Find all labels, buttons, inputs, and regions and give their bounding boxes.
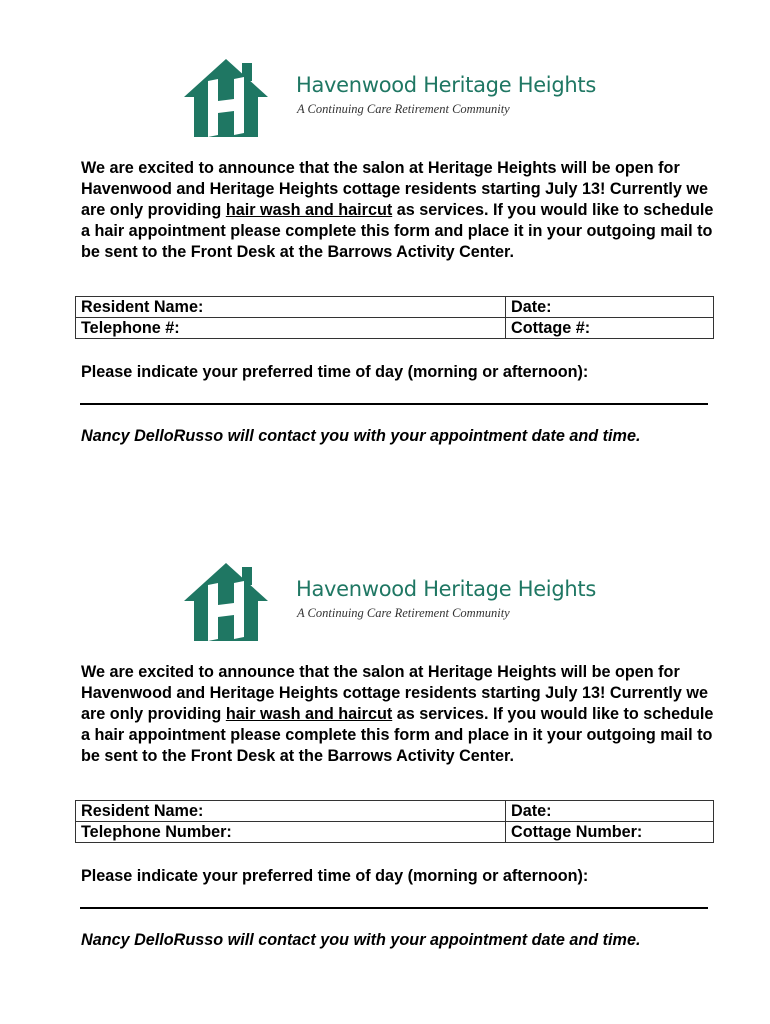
announcement-text: We are excited to announce that the salon at Heritage Heights will be open for Havenwood and Heritage Heights cottage residents starting July 13! Currently we are only providing hair wash and haircut as services. If you would like to schedule a hair appointment please complete this form and place in it your outgoing mail to be sent to the Front Desk at the Barrows Activity Center. bbox=[81, 663, 714, 765]
services-underlined: hair wash and haircut bbox=[225, 201, 393, 219]
preferred-time-prompt: Please indicate your preferred time of day (morning or afternoon): bbox=[81, 363, 589, 381]
brand-logo bbox=[178, 55, 598, 145]
brand-logo bbox=[178, 559, 598, 649]
resident-info-table bbox=[75, 296, 714, 339]
date-field[interactable]: Date: bbox=[506, 801, 714, 822]
cottage-field[interactable]: Cottage Number: bbox=[506, 822, 714, 843]
house-h-logo-icon bbox=[178, 559, 274, 643]
brand-name: Havenwood Heritage Heights bbox=[296, 73, 596, 97]
resident-name-field[interactable]: Resident Name: bbox=[76, 297, 506, 318]
preferred-time-answer-line[interactable] bbox=[80, 907, 708, 909]
telephone-field[interactable]: Telephone Number: bbox=[76, 822, 506, 843]
preferred-time-prompt: Please indicate your preferred time of day (morning or afternoon): bbox=[81, 867, 589, 885]
resident-name-field[interactable]: Resident Name: bbox=[76, 801, 506, 822]
contact-note: Nancy DelloRusso will contact you with your appointment date and time. bbox=[81, 931, 641, 949]
contact-note: Nancy DelloRusso will contact you with your appointment date and time. bbox=[81, 427, 641, 445]
brand-name: Havenwood Heritage Heights bbox=[296, 577, 596, 601]
preferred-time-answer-line[interactable] bbox=[80, 403, 708, 405]
announcement-text: We are excited to announce that the salon at Heritage Heights will be open for Havenwood and Heritage Heights cottage residents starting July 13! Currently we are only providing hair wash and haircut as services. If you would like to schedule a hair appointment please complete this form and place it in your outgoing mail to be sent to the Front Desk at the Barrows Activity Center. bbox=[81, 159, 714, 261]
house-h-logo-icon bbox=[178, 55, 274, 139]
services-underlined: hair wash and haircut bbox=[225, 705, 393, 723]
cottage-field[interactable]: Cottage #: bbox=[506, 318, 714, 339]
date-field[interactable]: Date: bbox=[506, 297, 714, 318]
resident-info-table bbox=[75, 800, 714, 843]
brand-tagline: A Continuing Care Retirement Community bbox=[297, 606, 510, 620]
brand-tagline: A Continuing Care Retirement Community bbox=[297, 102, 510, 116]
telephone-field[interactable]: Telephone #: bbox=[76, 318, 506, 339]
